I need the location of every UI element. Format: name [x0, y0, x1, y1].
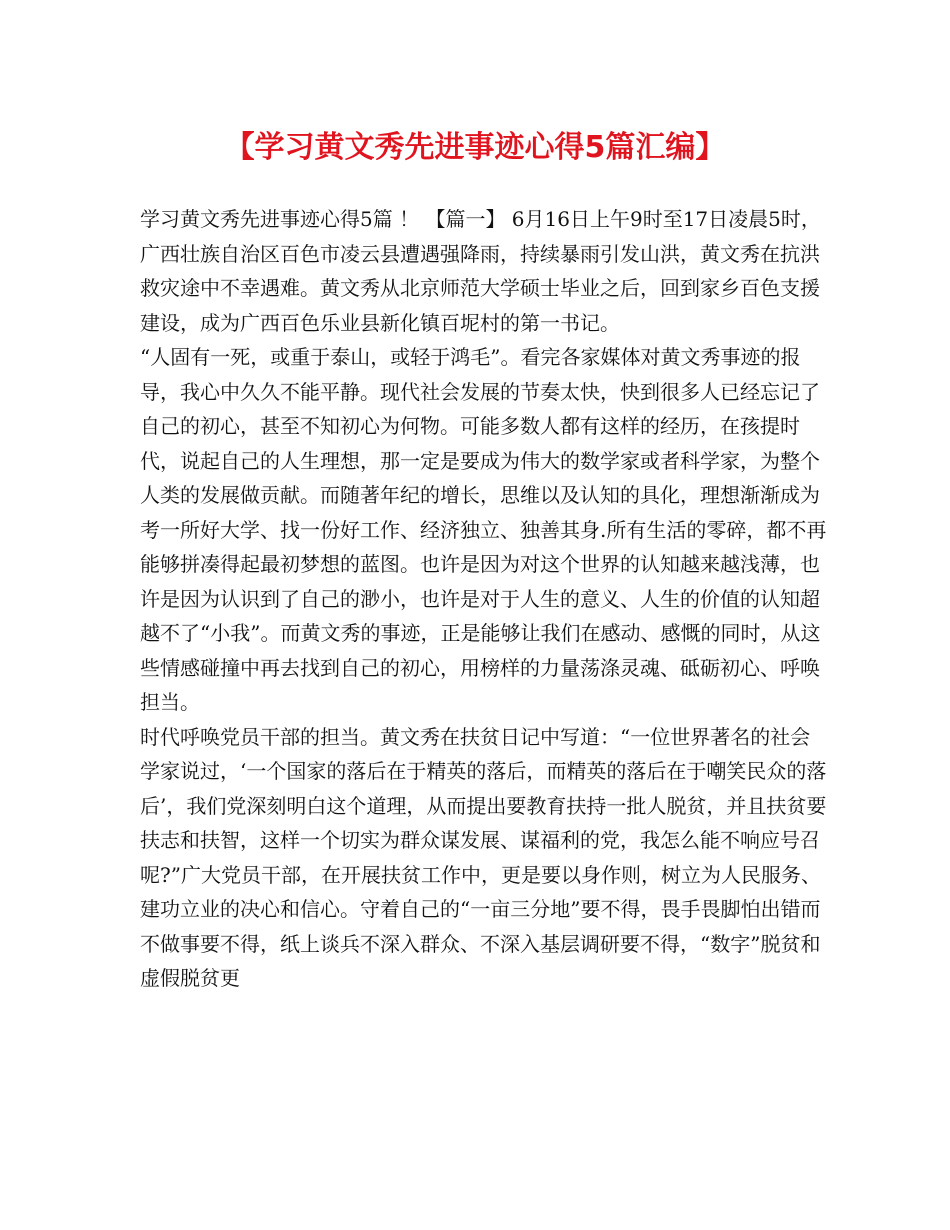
paragraph-intro: 学习黄文秀先进事迹心得5篇 ！ 【篇一】 6月16日上午9时至17日凌晨5时，广西壮族自治区百色市凌云县遭遇强降雨，持续暴雨引发山洪，黄文秀在抗洪救灾途中不幸遇难。黄文秀从北京师范大学硕士毕业之后，回到家乡百色支援建设，成为广西百色乐业县新化镇百坭村的第一书记。	[140, 207, 821, 335]
paragraph-responsibility: 时代呼唤党员干部的担当。黄文秀在扶贫日记中写道：“一位世界著名的社会学家说过，‘一个国家的落后在于精英的落后，而精英的落后在于嘲笑民众的落后’，我们党深刻明白这个道理，从而提出要教育扶持一批人脱贫，并且扶贫要扶志和扶智，这样一个切实为群众谋发展、谋福利的党，我怎么能不响应号召呢?”广大党员干部，在开展扶贫工作中，更是要以身作则，树立为人民服务、建功立业的决心和信心。守着自己的“一亩三分地”要不得，畏手畏脚怕出错而不做事要不得，纸上谈兵不深入群众、不深入基层调研要不得，“数字”脱贫和虚假脱贫更	[140, 724, 827, 990]
document-body	[140, 202, 830, 996]
document-title: 【学习黄文秀先进事迹心得5篇汇编】	[224, 130, 726, 165]
paragraph-reflection: “人固有一死，或重于泰山，或轻于鸿毛”。看完各家媒体对黄文秀事迹的报导，我心中久久不能平静。现代社会发展的节奏太快，快到很多人已经忘记了自己的初心，甚至不知初心为何物。可能多数人都有这样的经历，在孩提时代，说起自己的人生理想，那一定是要成为伟大的数学家或者科学家，为整个人类的发展做贡献。而随著年纪的增长，思维以及认知的具化，理想渐渐成为考一所好大学、找一份好工作、经济独立、独善其身.所有生活的零碎，都不再能够拼凑得起最初梦想的蓝图。也许是因为对这个世界的认知越来越浅薄，也许是因为认识到了自己的渺小，也许是对于人生的意义、人生的价值的认知超越不了“小我”。而黄文秀的事迹，正是能够让我们在感动、感慨的同时，从这些情感碰撞中再去找到自己的初心，用榜样的力量荡涤灵魂、砥砺初心、呼唤担当。	[140, 345, 827, 714]
